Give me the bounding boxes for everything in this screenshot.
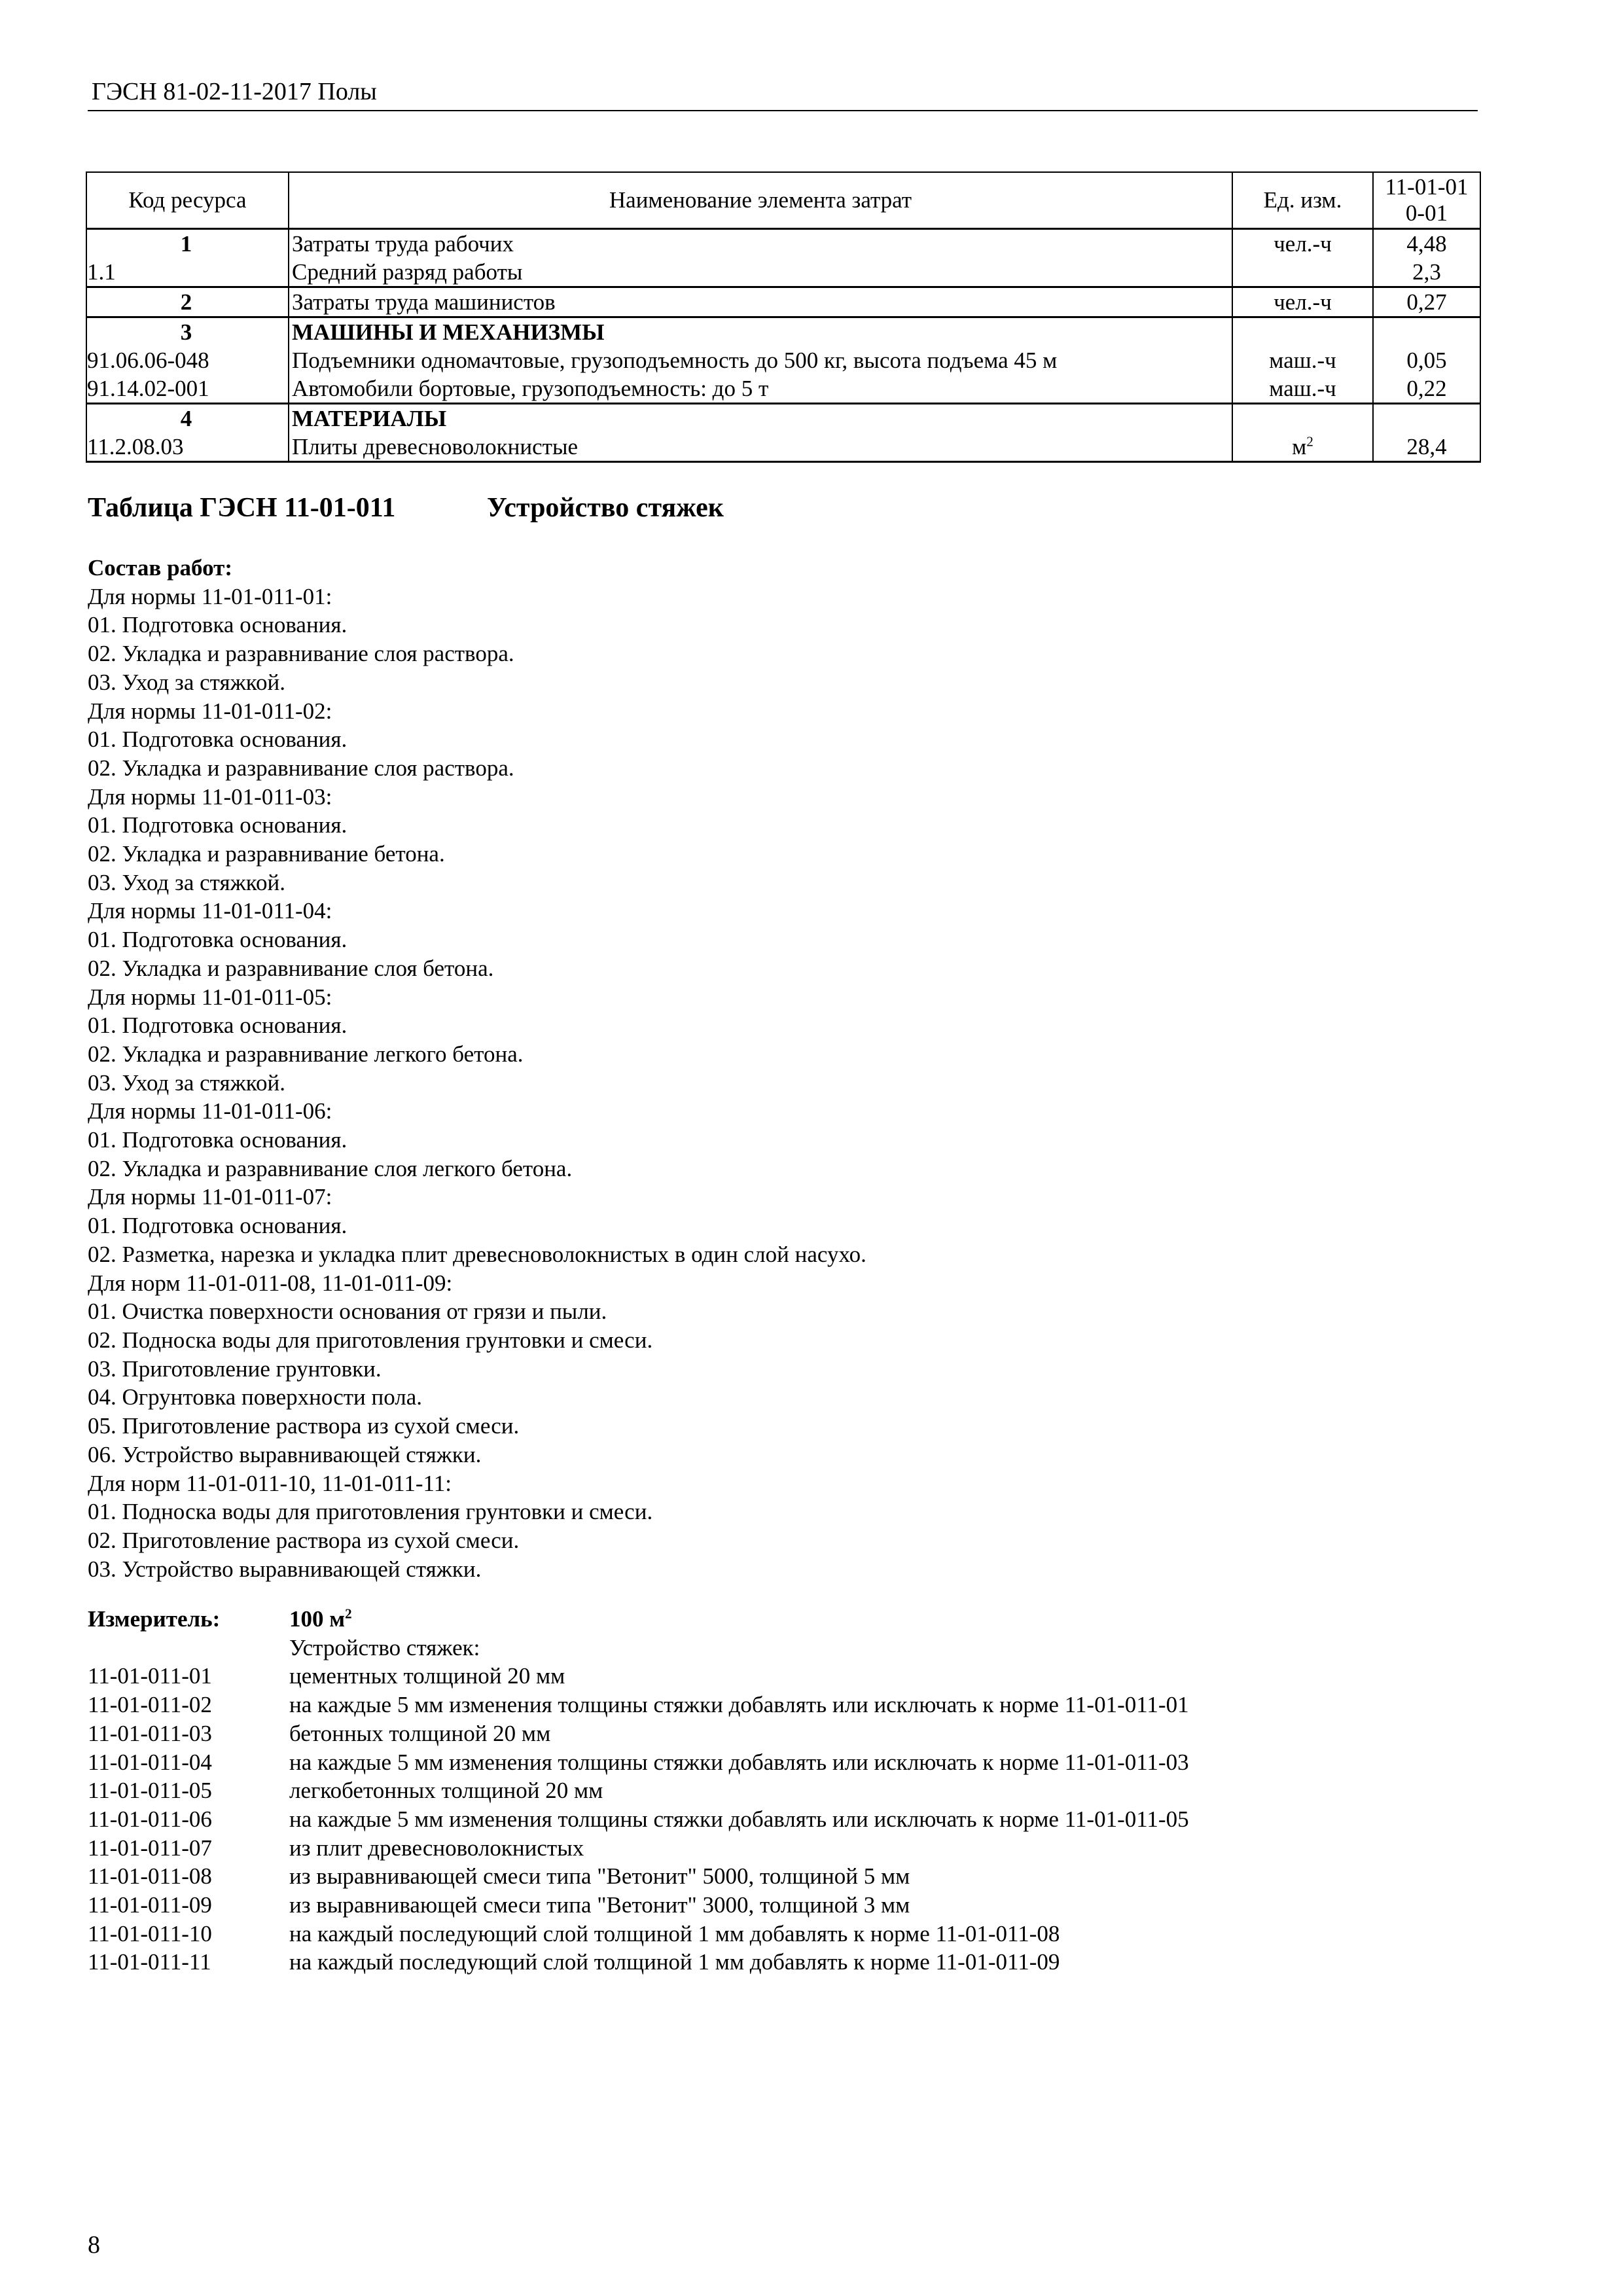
work-step: 04. Огрунтовка поверхности пола. [88,1384,423,1410]
norm-heading: Для нормы 11-01-011-03: [88,783,332,810]
col-header-name: Наименование элемента затрат [289,172,1232,229]
cell-unit [1232,346,1373,374]
measure-subtitle-row [88,1634,1189,1662]
cell-unit [1232,404,1373,433]
cell-code [86,404,289,433]
col-header-code: Код ресурса [86,172,289,229]
cell-name-text: Затраты труда рабочих [292,231,514,257]
cell-name-text: Затраты труда машинистов [292,289,556,315]
norm-code: 11-01-011-03 [88,1720,212,1746]
cell-name [289,287,1232,317]
norm-description: легкобетонных толщиной 20 мм [289,1778,603,1804]
cell-name-text: Плиты древесноволокнистые [292,434,579,459]
norm-description: цементных толщиной 20 мм [289,1663,565,1689]
norm-item [88,1719,1189,1748]
cell-code-text: 2 [180,289,192,315]
work-step: 02. Разметка, нарезка и укладка плит древесноволокнистых в один слой насухо. [88,1241,866,1267]
cell-unit [1232,287,1373,317]
cell-unit [1232,433,1373,462]
norm-item [88,1662,1189,1691]
norm-code: 11-01-011-07 [88,1835,212,1861]
work-step: 02. Приготовление раствора из сухой смеси. [88,1527,520,1553]
work-composition-heading: Состав работ: [88,555,232,581]
page-number: 8 [88,2231,100,2259]
work-step: 06. Устройство выравнивающей стяжки. [88,1441,482,1467]
norm-item [88,1776,1189,1805]
work-step: 03. Уход за стяжкой. [88,869,285,895]
norm-description: из плит древесноволокнистых [289,1835,584,1861]
table-row [86,374,1480,404]
cell-name-text: Автомобили бортовые, грузоподъемность: до 5 т [292,376,769,401]
norm-code: 11-01-011-11 [88,1949,211,1975]
work-step: 02. Укладка и разравнивание легкого бетона. [88,1041,524,1067]
cell-code-text: 4 [180,406,192,431]
norm-heading: Для нормы 11-01-011-06: [88,1098,332,1124]
table-header-row [86,172,1480,229]
cell-code [86,287,289,317]
norm-item [88,1891,1189,1920]
cell-code [86,258,289,287]
work-step: 03. Приготовление грунтовки. [88,1355,382,1382]
table-row [86,433,1480,462]
cell-value [1373,287,1480,317]
measure-label: Измеритель: [88,1606,221,1632]
work-step: 02. Укладка и разравнивание слоя раствора. [88,641,514,667]
cell-value [1373,346,1480,374]
work-step: 01. Подготовка основания. [88,927,348,953]
norm-item [88,1948,1189,1977]
section-title [88,492,724,524]
norm-description: на каждые 5 мм изменения толщины стяжки добавлять или исключать к норме 11-01-011-01 [289,1692,1189,1718]
cell-name-text: Средний разряд работы [292,259,523,285]
norm-description: бетонных толщиной 20 мм [289,1720,551,1746]
cell-code [86,346,289,374]
work-step: 01. Подготовка основания. [88,1213,348,1239]
norm-heading: Для норм 11-01-011-10, 11-01-011-11: [88,1470,452,1496]
table-row [86,404,1480,433]
work-step: 02. Укладка и разравнивание слоя раствора. [88,755,514,781]
work-step: 01. Очистка поверхности основания от грязи и пыли. [88,1299,607,1325]
cell-value-text: 0,27 [1406,289,1447,315]
col-header-norm: 11-01-010-01 [1373,172,1480,229]
cell-name [289,229,1232,259]
unit-superscript: 2 [1306,433,1313,450]
norm-code: 11-01-011-02 [88,1692,212,1718]
running-header: ГЭСН 81-02-11-2017 Полы [92,78,377,105]
table-row [86,346,1480,374]
cell-value [1373,433,1480,462]
work-step: 02. Укладка и разравнивание бетона. [88,841,445,867]
norm-item [88,1805,1189,1834]
norm-item [88,1862,1189,1891]
cell-code-text: 91.06.06-048 [87,348,209,373]
work-step: 01. Подготовка основания. [88,726,348,753]
norm-code: 11-01-011-10 [88,1920,212,1946]
cell-value-text: 28,4 [1406,434,1447,459]
cell-name [289,404,1232,433]
work-step: 03. Уход за стяжкой. [88,669,285,695]
work-step: 02. Подноска воды для приготовления грунтовки и смеси. [88,1327,653,1353]
table-row [86,229,1480,259]
cell-value-text: 2,3 [1412,259,1441,285]
norm-heading: Для нормы 11-01-011-01: [88,583,332,609]
cell-name-text: МАТЕРИАЛЫ [292,406,447,431]
cell-unit [1232,258,1373,287]
norm-description: из выравнивающей смеси типа "Ветонит" 5000, толщиной 5 мм [289,1863,910,1890]
cell-name-text: МАШИНЫ И МЕХАНИЗМЫ [292,319,605,345]
table-label: Таблица ГЭСН 11-01-011 [88,493,396,523]
norm-item [88,1691,1189,1719]
cell-code-text: 1.1 [87,259,116,285]
work-step: 05. Приготовление раствора из сухой смеси. [88,1413,520,1439]
work-step: 03. Устройство выравнивающей стяжки. [88,1556,482,1582]
table-row [86,317,1480,347]
cell-code [86,229,289,259]
norm-heading: Для нормы 11-01-011-04: [88,898,332,924]
work-step: 02. Укладка и разравнивание слоя легкого бетона. [88,1155,573,1181]
cell-unit [1232,374,1373,404]
cell-code [86,433,289,462]
cell-unit [1232,317,1373,347]
table-title: Устройство стяжек [487,493,724,523]
norm-code: 11-01-011-04 [88,1749,212,1775]
cell-name [289,374,1232,404]
cell-unit-text: маш.-ч [1269,348,1336,373]
cell-name [289,317,1232,347]
cell-code [86,317,289,347]
work-step: 01. Подготовка основания. [88,1013,348,1039]
cell-value-text: 4,48 [1406,231,1447,257]
cell-code-text: 3 [180,319,192,345]
cell-value [1373,374,1480,404]
measure-subtitle: Устройство стяжек: [289,1634,480,1660]
measure-block [88,1605,1189,1977]
norm-heading: Для нормы 11-01-011-05: [88,984,332,1010]
cell-name [289,346,1232,374]
norm-code: 11-01-011-06 [88,1806,212,1832]
norm-code: 11-01-011-08 [88,1863,212,1890]
cell-unit-text: чел.-ч [1274,289,1332,315]
measure-value: 100 м [289,1606,346,1632]
norm-code: 11-01-011-05 [88,1778,212,1804]
cell-code [86,374,289,404]
norm-code: 11-01-011-09 [88,1892,212,1918]
work-step: 03. Уход за стяжкой. [88,1069,285,1096]
cell-unit-text: маш.-ч [1269,376,1336,401]
cell-code-text: 11.2.08.03 [87,434,184,459]
cell-name [289,433,1232,462]
cell-name-text: Подъемники одномачтовые, грузоподъемность до 500 кг, высота подъема 45 м [292,348,1058,373]
cell-unit-text: м [1292,434,1307,459]
cell-value [1373,229,1480,259]
cell-code-text: 91.14.02-001 [87,376,209,401]
norm-item [88,1834,1189,1863]
col-header-unit: Ед. изм. [1232,172,1373,229]
cell-unit-text: чел.-ч [1274,231,1332,257]
norm-heading: Для норм 11-01-011-08, 11-01-011-09: [88,1270,453,1296]
norm-description: на каждый последующий слой толщиной 1 мм добавлять к норме 11-01-011-08 [289,1920,1060,1946]
work-step: 01. Подноска воды для приготовления грунтовки и смеси. [88,1499,653,1525]
cell-unit [1232,229,1373,259]
work-step: 02. Укладка и разравнивание слоя бетона. [88,955,494,981]
norm-heading: Для нормы 11-01-011-02: [88,698,332,724]
norm-heading: Для нормы 11-01-011-07: [88,1184,332,1210]
work-step: 01. Подготовка основания. [88,1127,348,1153]
norm-item [88,1748,1189,1777]
norm-description: на каждый последующий слой толщиной 1 мм добавлять к норме 11-01-011-09 [289,1949,1060,1975]
work-composition [88,554,866,1583]
norm-description: на каждые 5 мм изменения толщины стяжки добавлять или исключать к норме 11-01-011-03 [289,1749,1189,1775]
cell-value [1373,404,1480,433]
work-step: 01. Подготовка основания. [88,612,348,638]
cell-value [1373,317,1480,347]
cell-value-text: 0,05 [1406,348,1447,373]
cell-value-text: 0,22 [1406,376,1447,401]
header-rule [88,110,1478,111]
measure-row [88,1605,1189,1634]
table-row [86,258,1480,287]
norm-description: из выравнивающей смеси типа "Ветонит" 3000, толщиной 3 мм [289,1892,910,1918]
norm-item [88,1920,1189,1948]
cell-name [289,258,1232,287]
norm-description: на каждые 5 мм изменения толщины стяжки добавлять или исключать к норме 11-01-011-05 [289,1806,1189,1832]
measure-value-sup: 2 [345,1605,352,1622]
norm-code: 11-01-011-01 [88,1663,212,1689]
cell-code-text: 1 [180,231,192,257]
cell-value [1373,258,1480,287]
work-step: 01. Подготовка основания. [88,812,348,838]
table-row [86,287,1480,317]
resource-table [86,171,1481,463]
